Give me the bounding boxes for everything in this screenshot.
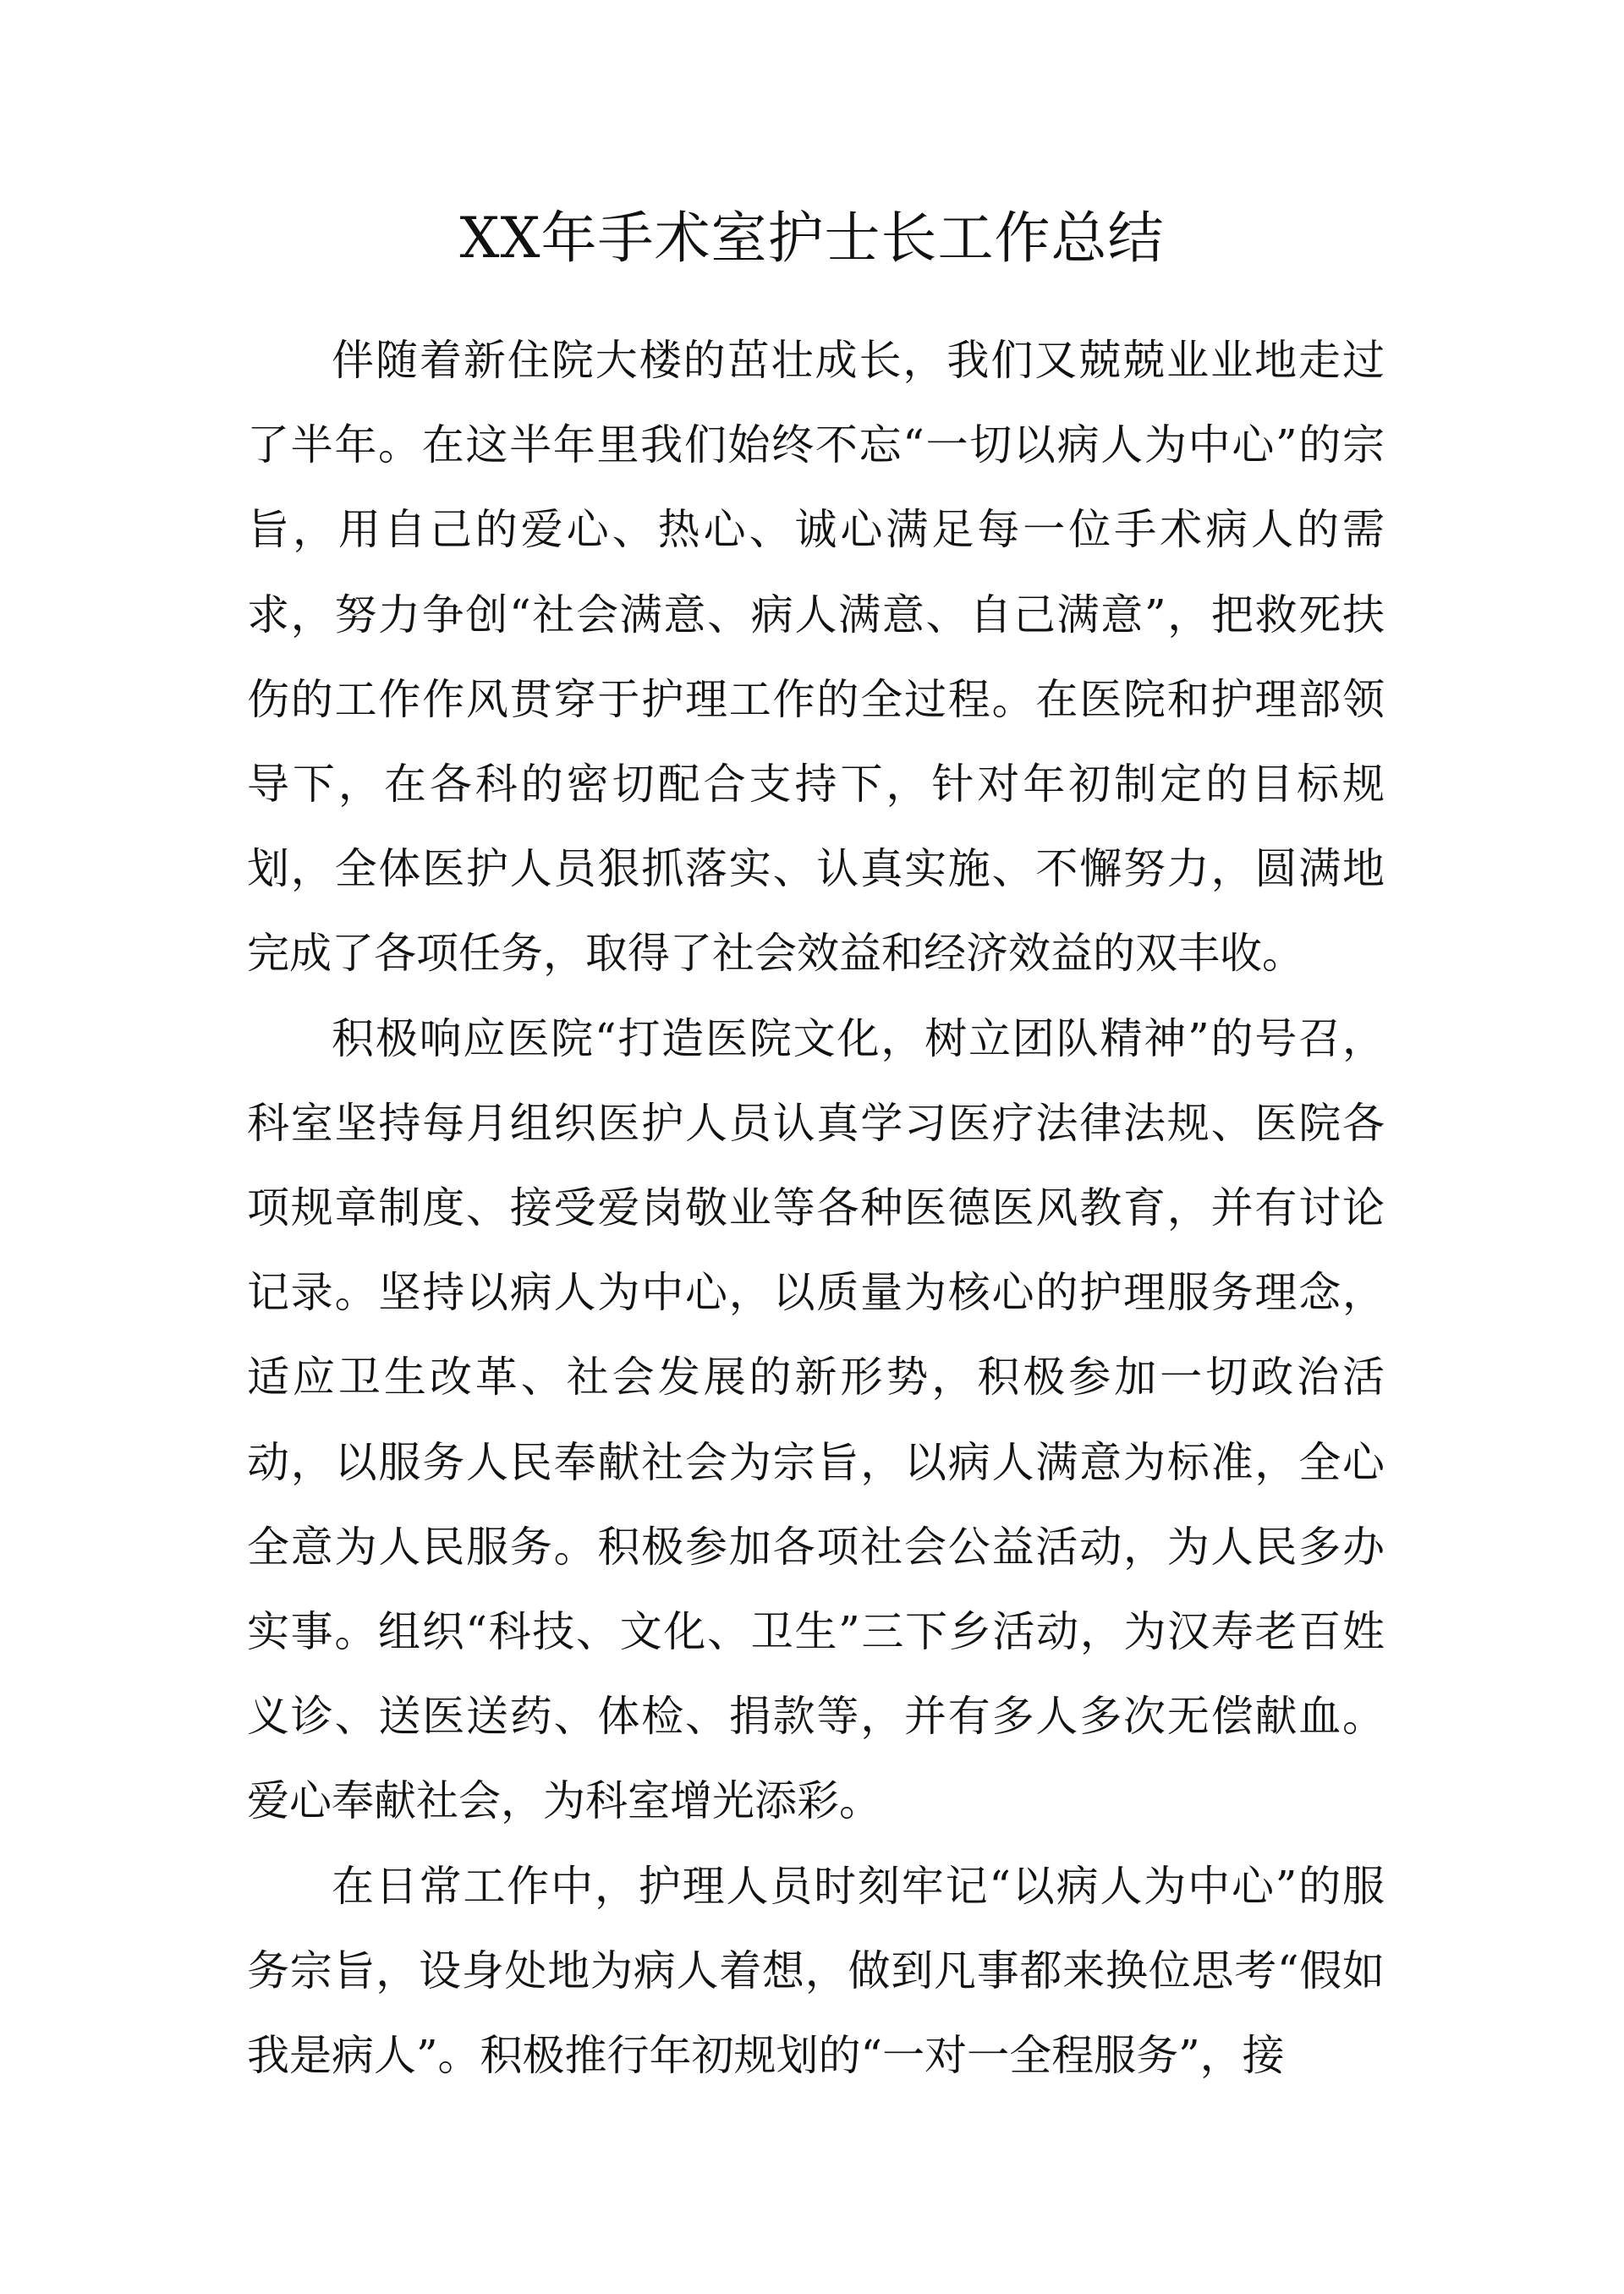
paragraph-2: 积极响应医院“打造医院文化，树立团队精神”的号召，科室坚持每月组织医护人员认真学习医疗法律法规、医院各项规章制度、接受爱岗敬业等各种医德医风教育，并有讨论记录。坚持以病人为中心，以质量为核心的护理服务理念，适应卫生改革、社会发展的新形势，积极参加一切政治活动，以服务人民奉献社会为宗旨，以病人满意为标准，全心全意为人民服务。积极参加各项社会公益活动，为人民多办实事。组织“科技、文化、卫生”三下乡活动，为汉寿老百姓义诊、送医送药、体检、捐款等，并有多人多次无偿献血。爱心奉献社会，为科室增光添彩。 [247,1013,1385,1826]
paragraph-3: 在日常工作中，护理人员时刻牢记“以病人为中心”的服务宗旨，设身处地为病人着想，做到凡事都来换位思考“假如我是病人”。积极推行年初规划的“一对一全程服务”，接 [247,1861,1385,2081]
paragraph-1: 伴随着新住院大楼的茁壮成长，我们又兢兢业业地走过了半年。在这半年里我们始终不忘“一切以病人为中心”的宗旨，用自己的爱心、热心、诚心满足每一位手术病人的需求，努力争创“社会满意、病人满意、自己满意”，把救死扶伤的工作作风贯穿于护理工作的全过程。在医院和护理部领导下，在各科的密切配合支持下，针对年初制定的目标规划，全体医护人员狠抓落实、认真实施、不懈努力，圆满地完成了各项任务，取得了社会效益和经济效益的双丰收。 [247,336,1385,979]
document-title: XX年手术室护士长工作总结 [459,206,1165,271]
document-body [247,318,1385,2098]
